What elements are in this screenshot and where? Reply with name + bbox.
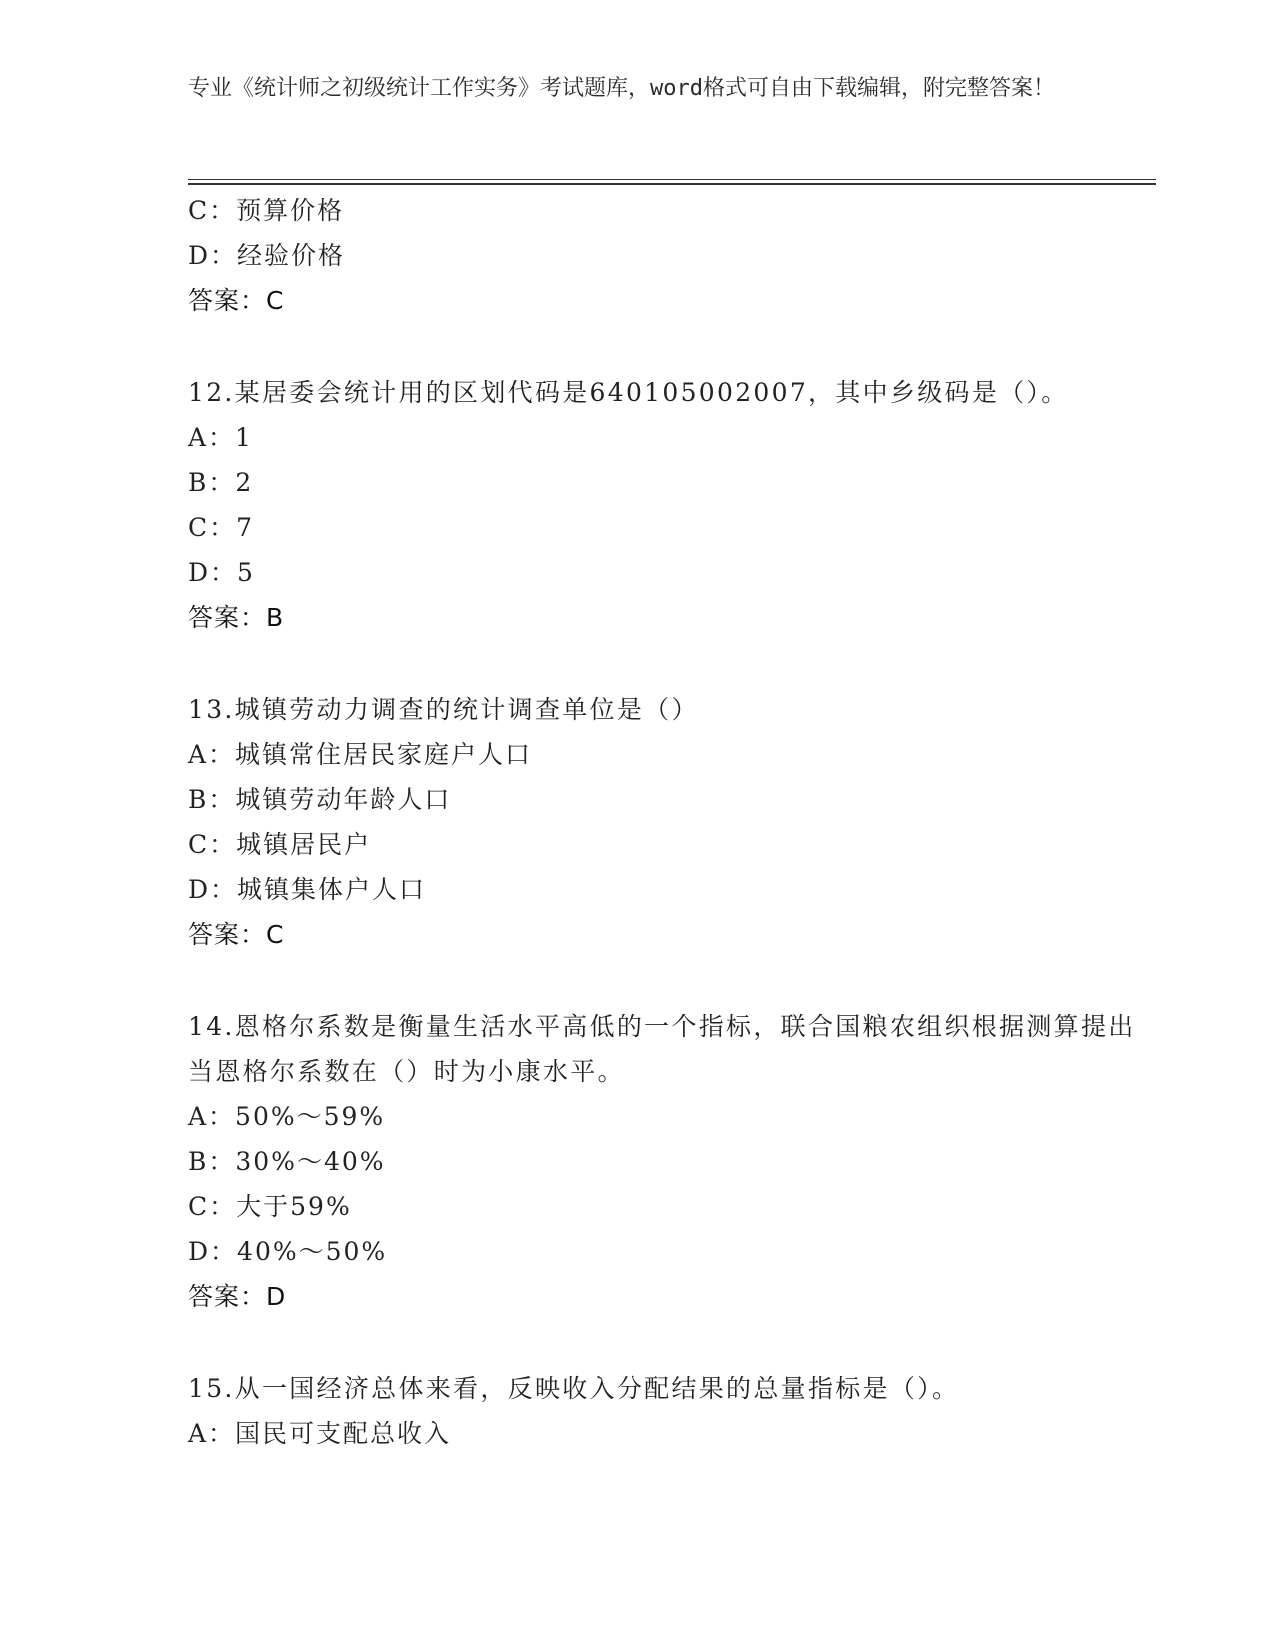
answer: 答案：C [188,286,285,315]
option-a: A：1 [188,423,253,452]
question-stem: 13.城镇劳动力调查的统计调查单位是（） [188,695,699,724]
option-d: D：经验价格 [188,241,346,270]
option-c: C：大于59% [188,1192,352,1221]
answer: 答案：B [188,603,285,632]
prev-question-tail [188,188,1148,323]
question-14 [188,1004,1148,1319]
header-rule-thick [188,183,1156,185]
option-d: D：40%～50% [188,1237,388,1266]
option-b: B：2 [188,468,254,497]
option-c: C：7 [188,513,255,542]
option-a: A：城镇常住居民家庭户人口 [188,740,533,769]
question-stem: 15.从一国经济总体来看，反映收入分配结果的总量指标是（）。 [188,1374,960,1403]
question-stem: 12.某居委会统计用的区划代码是640105002007，其中乡级码是（）。 [188,378,1069,407]
page-header: 专业《统计师之初级统计工作实务》考试题库，word格式可自由下载编辑，附完整答案！ [188,76,1055,101]
question-15 [188,1366,1148,1456]
question-12 [188,370,1148,640]
option-b: B：城镇劳动年龄人口 [188,785,452,814]
option-c: C：预算价格 [188,196,345,225]
document-body [188,188,1148,1456]
answer: 答案：C [188,920,285,949]
question-stem: 14.恩格尔系数是衡量生活水平高低的一个指标，联合国粮农组织根据测算提出当恩格尔系数在（）时为小康水平。 [188,1012,1136,1086]
option-a: A：国民可支配总收入 [188,1419,452,1448]
header-rule-thin [188,179,1156,180]
answer: 答案：D [188,1282,287,1311]
option-d: D：城镇集体户人口 [188,875,427,904]
option-b: B：30%～40% [188,1147,386,1176]
option-d: D：5 [188,558,255,587]
option-a: A：50%～59% [188,1102,386,1131]
question-13 [188,687,1148,957]
option-c: C：城镇居民户 [188,830,372,859]
